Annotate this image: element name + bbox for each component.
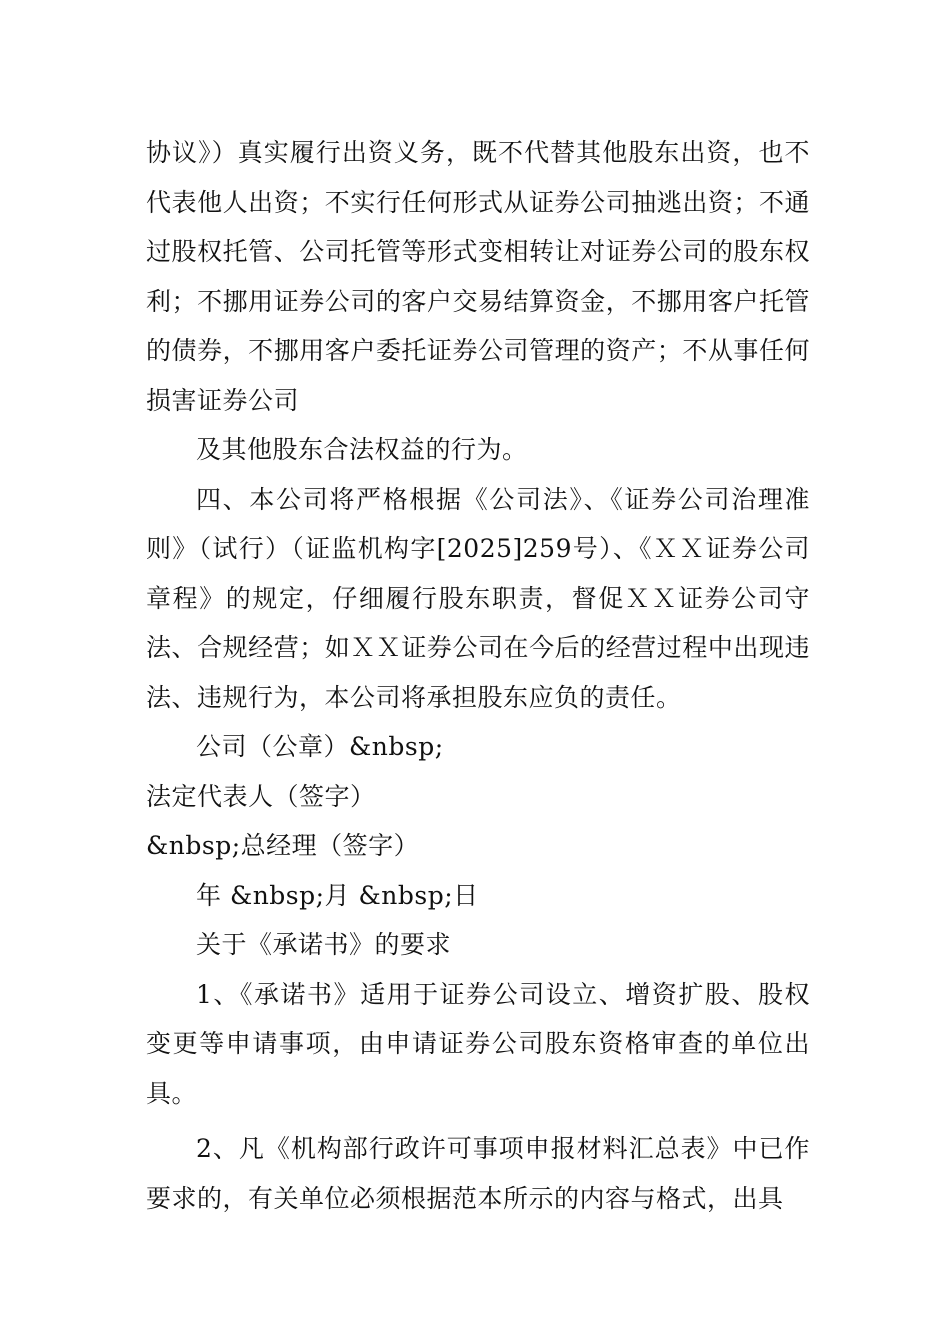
document-page — [146, 128, 810, 1223]
company-seal-line: 公司（公章）&nbsp; — [196, 732, 444, 761]
paragraph-shareholder-rights: 及其他股东合法权益的行为。 — [196, 435, 528, 464]
requirement-item-2: 2、凡《机构部行政许可事项申报材料汇总表》中已作要求的，有关单位必须根据范本所示的内容与格式，出具 — [146, 1134, 810, 1213]
paragraph-clause-four: 四、本公司将严格根据《公司法》、《证券公司治理准则》（试行）（证监机构字[2025]259号）、《ＸＸ证券公司章程》的规定，仔细履行股东职责，督促ＸＸ证券公司守法、合规经营；如ＸＸ证券公司在今后的经营过程中出现违法、违规行为，本公司将承担股东应负的责任。 — [146, 484, 810, 712]
paragraph-obligations: 协议》）真实履行出资义务，既不代替其他股东出资，也不代表他人出资；不实行任何形式从证券公司抽逃出资；不通过股权托管、公司托管等形式变相转让对证券公司的股东权利；不挪用证券公司的客户交易结算资金，不挪用客户托管的债券，不挪用客户委托证券公司管理的资产；不从事任何损害证券公司 — [146, 138, 810, 415]
legal-representative-line: 法定代表人（签字） — [146, 781, 376, 811]
requirement-item-1: 1、《承诺书》适用于证券公司设立、增资扩股、股权变更等申请事项，由申请证券公司股东资格审查的单位出具。 — [146, 979, 810, 1108]
date-line: 年 &nbsp;月 &nbsp;日 — [196, 880, 479, 910]
general-manager-line: &nbsp;总经理（签字） — [146, 831, 420, 860]
requirements-heading: 关于《承诺书》的要求 — [196, 930, 452, 959]
